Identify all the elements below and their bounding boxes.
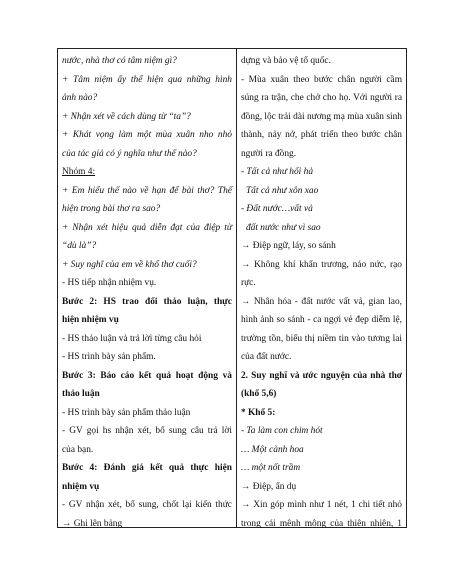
text-line: người ra đồng. [240,148,297,159]
section-heading: (khổ 5,6) [240,389,277,399]
question-line: + Nhận xét về cách dùng từ “ta”? [62,111,191,122]
text-line: → Điệp, ẩn dụ [240,481,297,492]
text-line: trường tồn, biểu thị niềm tin vào tương lai [240,333,402,344]
question-line: + Suy nghĩ của em về khổ thơ cuối? [62,259,197,270]
poem-line: - Đất nước…vất vả [240,204,313,214]
text-line: rực. [240,278,256,288]
text-line: - GV gọi hs nhận xét, bổ sung câu trả lời [62,426,232,436]
poem-line: - Ta làm con chim hót [240,426,323,436]
step-heading: Bước 3: Báo cáo kết quả hoạt động và [62,370,232,381]
text-line: - GV nhận xét, bổ sung, chốt lại kiến thức [62,500,232,510]
text-line: - Mùa xuân theo bước chân người cầm [240,74,402,85]
text-line: → Xin góp mình như 1 nét, 1 chi tiết nhỏ [240,500,402,510]
text-line: của đất nước. [240,352,292,362]
question-line: + Khát vọng làm một mùa xuân nho nhỏ [62,130,232,140]
text-line: của bạn. [62,444,94,455]
question-line: nước, nhà thơ có tâm niệm gì? [62,56,177,66]
text-line: → Điệp ngữ, láy, so sánh [240,241,336,251]
poem-line: … một nốt trầm [240,463,301,473]
poem-line: - Tất cả như hối hả [240,167,314,177]
question-line: “dù là”? [62,241,97,251]
text-line: → Không khí khẩn trương, náo nức, rạo [240,259,402,270]
text-line: dựng và bảo vệ tổ quốc. [240,56,331,66]
content-table [57,48,407,528]
step-heading: Bước 4: Đánh giá kết quả thực hiện [62,463,232,473]
text-line: thành, nảy nở, phát triển theo bước chân [240,130,402,140]
text-line: → Ghi lên bảng [62,518,123,527]
question-line: + Nhận xét hiệu quả diễn đạt của điệp từ [62,222,232,233]
poem-line: Tất cả như xôn xao [245,185,319,196]
question-line: + Tâm niệm ấy thể hiện qua những hình [62,74,232,85]
text-line: - HS thảo luận và trả lời từng câu hỏi [62,333,202,344]
left-column [58,49,237,527]
question-line: ảnh nào? [62,93,98,103]
text-line: → Nhân hóa - đất nước vất vả, gian lao, [240,296,402,307]
step-heading: hiện nhiệm vụ [62,315,119,325]
poem-line: … Một cành hoa [240,444,304,455]
group-heading: Nhóm 4: [62,167,96,177]
step-heading: thảo luận [62,389,100,399]
text-line: đồng, lộc trải dài nương mạ mùa xuân sinh [240,111,402,122]
text-line: - HS tiếp nhận nhiệm vụ. [62,278,157,288]
step-heading: Bước 2: HS trao đổi thảo luận, thực [62,296,232,307]
text-line: hình ảnh so sánh - ca ngợi vẻ đẹp diễm lệ, [240,315,402,325]
question-line: + Em hiểu thế nào về hạn để bài thơ? Thể [62,185,232,196]
question-line: hiện trong bài thơ ra sao? [62,204,161,214]
section-heading: 2. Suy nghĩ và ước nguyện của nhà thơ [240,370,402,381]
step-heading: nhiệm vụ [62,481,100,492]
text-line: trong cái mênh mông của thiên nhiên, 1 [240,518,402,527]
text-line: - HS trình bày sản phẩm. [62,352,156,362]
text-line: - HS trình bày sản phẩm thảo luận [62,407,191,418]
stanza-heading: * Khổ 5: [240,407,276,418]
poem-line: đất nước như vì sao [245,222,321,233]
text-line: súng ra trận, che chở cho họ. Với người ra [240,93,402,103]
question-line: của tác giả có ý nghĩa như thế nào? [62,148,197,159]
right-column [237,49,406,527]
